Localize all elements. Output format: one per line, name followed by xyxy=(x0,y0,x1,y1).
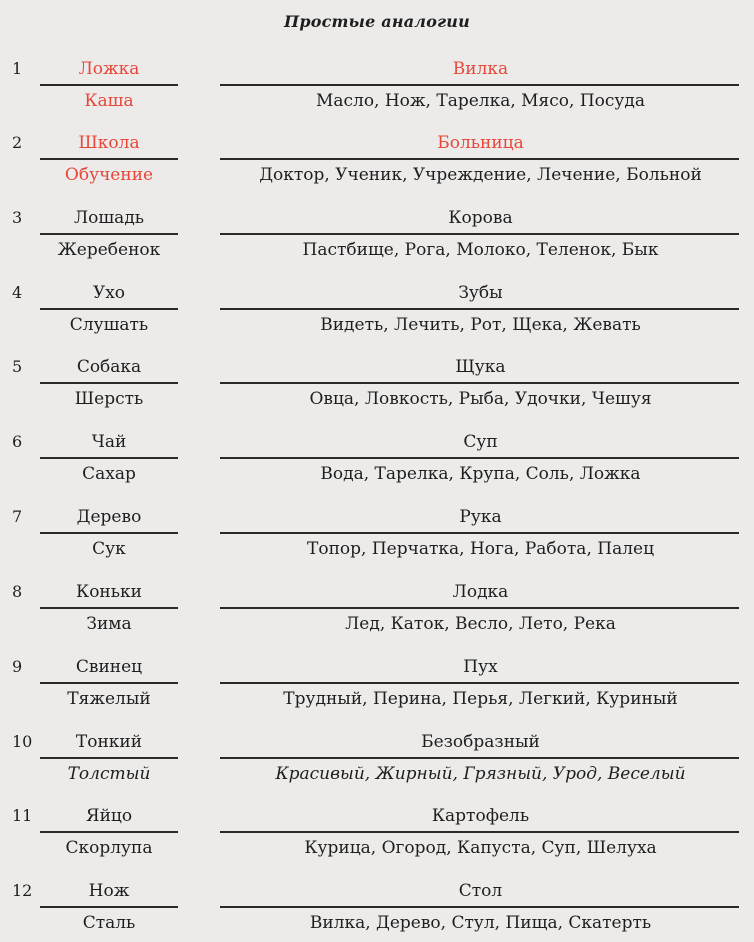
analogy-row xyxy=(0,283,754,341)
row-number: 3 xyxy=(12,208,23,227)
right-top-word: Стол xyxy=(458,881,503,901)
analogy-row xyxy=(0,806,754,864)
analogy-row xyxy=(0,133,754,191)
divider-line xyxy=(40,532,178,534)
left-top-word: Чай xyxy=(91,432,127,452)
right-top-word: Пух xyxy=(463,657,498,677)
right-top-word: Картофель xyxy=(431,806,530,826)
row-number: 12 xyxy=(12,881,33,900)
left-top-word: Коньки xyxy=(76,582,142,602)
left-bottom-word: Зима xyxy=(86,614,132,634)
divider-line xyxy=(40,831,178,833)
answer-options: Овца, Ловкость, Рыба, Удочки, Чешуя xyxy=(309,389,652,409)
left-top-word: Яйцо xyxy=(85,806,133,826)
left-top-word: Ухо xyxy=(92,283,126,303)
divider-line xyxy=(220,532,739,534)
right-top-word: Безобразный xyxy=(421,732,540,752)
row-number: 9 xyxy=(12,657,23,676)
analogy-row xyxy=(0,59,754,117)
divider-line xyxy=(40,233,178,235)
right-top-word: Корова xyxy=(448,208,513,228)
row-number: 6 xyxy=(12,432,23,451)
divider-line xyxy=(40,158,178,160)
answer-options: Масло, Нож, Тарелка, Мясо, Посуда xyxy=(315,91,646,111)
row-number: 7 xyxy=(12,507,23,526)
answer-options: Доктор, Ученик, Учреждение, Лечение, Больной xyxy=(259,165,702,185)
answer-options: Вода, Тарелка, Крупа, Соль, Ложка xyxy=(320,464,641,484)
analogy-row xyxy=(0,881,754,939)
answer-options: Трудный, Перина, Перья, Легкий, Куриный xyxy=(283,689,678,709)
right-top-word: Больница xyxy=(437,133,524,153)
left-top-word: Свинец xyxy=(75,657,143,677)
left-bottom-word: Скорлупа xyxy=(65,838,153,858)
left-bottom-word: Сук xyxy=(92,539,126,559)
right-top-word: Суп xyxy=(463,432,498,452)
row-number: 5 xyxy=(12,357,23,376)
analogy-row xyxy=(0,732,754,790)
right-top-word: Зубы xyxy=(458,283,503,303)
divider-line xyxy=(220,233,739,235)
row-number: 4 xyxy=(12,283,23,302)
left-bottom-word: Толстый xyxy=(67,764,151,784)
answer-options: Топор, Перчатка, Нога, Работа, Палец xyxy=(307,539,654,559)
left-bottom-word: Тяжелый xyxy=(67,689,151,709)
row-number: 8 xyxy=(12,582,23,601)
right-top-word: Щука xyxy=(455,357,506,377)
divider-line xyxy=(220,906,739,908)
row-number: 2 xyxy=(12,133,23,152)
row-number: 1 xyxy=(12,59,23,78)
divider-line xyxy=(40,906,178,908)
left-top-word: Школа xyxy=(78,133,140,153)
answer-options: Курица, Огород, Капуста, Суп, Шелуха xyxy=(304,838,657,858)
answer-options: Лед, Каток, Весло, Лето, Река xyxy=(345,614,616,634)
divider-line xyxy=(40,682,178,684)
left-bottom-word: Сахар xyxy=(82,464,136,484)
left-top-word: Ложка xyxy=(78,59,140,79)
left-top-word: Нож xyxy=(88,881,130,901)
divider-line xyxy=(220,607,739,609)
right-top-word: Вилка xyxy=(452,59,509,79)
right-top-word: Лодка xyxy=(452,582,509,602)
analogy-row xyxy=(0,357,754,415)
page-title: Простые аналогии xyxy=(284,12,470,31)
left-bottom-word: Слушать xyxy=(69,315,149,335)
answer-options: Красивый, Жирный, Грязный, Урод, Веселый xyxy=(275,764,686,784)
divider-line xyxy=(40,457,178,459)
left-top-word: Тонкий xyxy=(75,732,143,752)
right-top-word: Рука xyxy=(459,507,502,527)
divider-line xyxy=(220,382,739,384)
divider-line xyxy=(220,682,739,684)
divider-line xyxy=(40,308,178,310)
divider-line xyxy=(220,308,739,310)
divider-line xyxy=(40,382,178,384)
analogy-row xyxy=(0,582,754,640)
left-bottom-word: Шерсть xyxy=(74,389,144,409)
analogy-row xyxy=(0,208,754,266)
left-bottom-word: Обучение xyxy=(64,165,154,185)
divider-line xyxy=(40,84,178,86)
left-top-word: Собака xyxy=(76,357,142,377)
divider-line xyxy=(220,158,739,160)
left-bottom-word: Жеребенок xyxy=(57,240,161,260)
divider-line xyxy=(220,757,739,759)
divider-line xyxy=(40,757,178,759)
left-bottom-word: Каша xyxy=(84,91,134,111)
divider-line xyxy=(220,457,739,459)
answer-options: Пастбище, Рога, Молоко, Теленок, Бык xyxy=(302,240,659,260)
answer-options: Видеть, Лечить, Рот, Щека, Жевать xyxy=(320,315,641,335)
analogy-row xyxy=(0,432,754,490)
divider-line xyxy=(220,84,739,86)
answer-options: Вилка, Дерево, Стул, Пища, Скатерть xyxy=(309,913,652,933)
analogy-row xyxy=(0,507,754,565)
left-top-word: Дерево xyxy=(76,507,142,527)
left-top-word: Лошадь xyxy=(73,208,145,228)
divider-line xyxy=(220,831,739,833)
row-number: 11 xyxy=(12,806,33,825)
left-bottom-word: Сталь xyxy=(82,913,136,933)
analogy-row xyxy=(0,657,754,715)
row-number: 10 xyxy=(12,732,33,751)
divider-line xyxy=(40,607,178,609)
